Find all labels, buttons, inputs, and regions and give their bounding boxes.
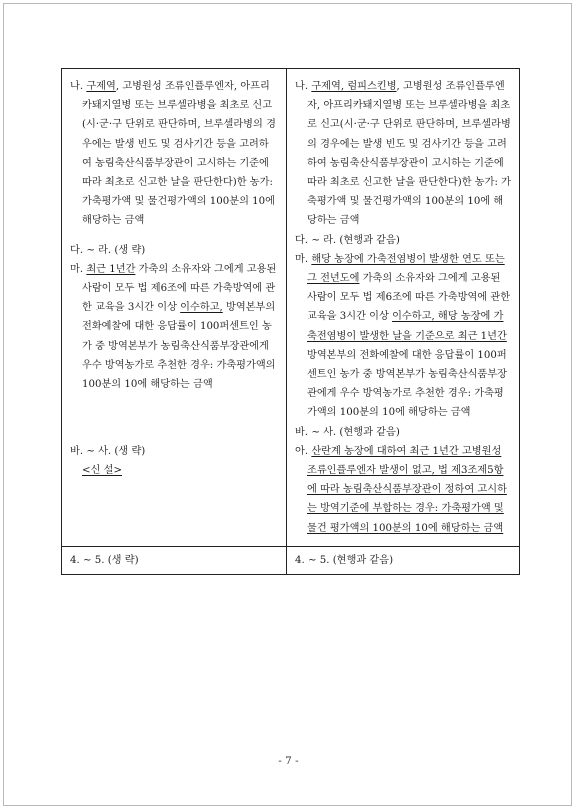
comparison-table bbox=[61, 68, 520, 575]
amendment-column bbox=[287, 69, 520, 547]
left-ma-text-2: 방역본부의 전화예찰에 대한 응답률이 100퍼센트인 농가 중 방역본부가 농림축산식품부장관에게 우수 방역농가로 추천한 경우: 가축평가액의 100분의 10에 해당하는 금액 bbox=[82, 302, 276, 391]
left-new-provision bbox=[70, 461, 278, 480]
left-bottom-cell: 4. ∼ 5. (생 략) bbox=[62, 546, 287, 574]
current-law-column bbox=[62, 69, 287, 547]
right-na-prefix: 나. bbox=[295, 81, 312, 92]
page-number: - 7 - bbox=[278, 755, 299, 767]
right-item-da: 다. ∼ 라. (현행과 같음) bbox=[295, 234, 400, 246]
right-na-underlined: 구제역, 럼피스킨병 bbox=[311, 81, 397, 92]
right-a-underlined: 산란계 농장에 대하여 최근 1년간 고병원성 조류인플루엔자 발생이 없고, 법 제3조제5항에 따라 농림축산식품부장관이 정하여 고시하는 방역기준에 부합하는 경우: 가축평가액 및 물건 평가액의 100분의 10에 해당하는 금액 bbox=[307, 445, 507, 534]
right-item-a bbox=[295, 442, 511, 538]
left-item-da: 다. ∼ 라. (생 략) bbox=[70, 244, 146, 256]
left-ma-underlined-2: 이수하고, bbox=[180, 302, 223, 314]
right-a-prefix: 아. bbox=[295, 445, 312, 457]
left-na-text: , 고병원성 조류인플루엔자, 아프리카돼지열병 또는 브루셀라병을 최초로 신고(시·군·구 단위로 판단하며, 브루셀라병의 경우에는 발생 빈도 및 검사기간 등을 고려하여 농림축산식품부장관이 고시하는 기준에 따라 최초로 신고한 날을 판단한다)한 농가: 가축평가액 및 물건평가액의 100분의 10에 해당하는 금액 bbox=[82, 81, 276, 227]
right-item-na bbox=[295, 77, 511, 231]
left-na-prefix: 나. bbox=[70, 81, 87, 92]
left-ma-text-1: 가축의 소유자와 그에게 고용된 사람이 모두 법 제6조에 따른 가축방역에 관한 교육을 3시간 이상 bbox=[82, 263, 277, 314]
left-item-ma bbox=[70, 260, 278, 394]
left-new-label: <신 설> bbox=[82, 465, 122, 477]
right-item-ba: 바. ∼ 사. (현행과 같음) bbox=[295, 426, 400, 438]
table-row-main bbox=[62, 69, 520, 547]
right-ma-underlined-1: 해당 농장에 가축전염병이 발생한 연도 또는 그 전년도에 bbox=[307, 253, 505, 285]
left-na-underlined: 구제역 bbox=[86, 81, 116, 92]
right-ma-text-2: 방역본부의 전화예찰에 대한 응답률이 100퍼센트인 농가 중 방역본부가 농림축산식품부장관에게 우수 방역농가로 추천한 경우: 가축평가액의 100분의 10에 해당하는 금액 bbox=[307, 349, 507, 419]
right-ma-underlined-2: 이수하고, 해당 농장에 가축전염병이 발생한 날을 기준으로 최근 1년간 bbox=[307, 311, 507, 342]
left-ma-prefix: 마. bbox=[70, 263, 87, 275]
right-na-text: , 고병원성 조류인플루엔자, 아프리카돼지열병 또는 브루셀라병을 최초로 신고(시·군·구 단위로 판단하며, 브루셀라병의 경우에는 발생 빈도 및 검사기간 등을 고려하여 농림축산식품부장관이 고시하는 기준에 따라 최초로 신고한 날을 판단한다)한 농가: 가축평가액 및 물건평가액의 100분의 10에 해당하는 금액 bbox=[307, 81, 511, 227]
left-item-ba: 바. ∼ 사. (생 략) bbox=[70, 446, 146, 458]
left-ma-underlined-1: 최근 1년간 bbox=[86, 263, 136, 275]
right-bottom-cell: 4. ∼ 5. (현행과 같음) bbox=[287, 546, 520, 574]
left-item-na bbox=[70, 77, 278, 231]
right-item-ma bbox=[295, 250, 511, 423]
right-ma-prefix: 마. bbox=[295, 253, 312, 265]
right-ma-text-1: 가축의 소유자와 그에게 고용된 사람이 모두 법 제6조에 따른 가축방역에 관한 교육을 3시간 이상 bbox=[307, 273, 511, 323]
table-row-bottom bbox=[62, 546, 520, 574]
